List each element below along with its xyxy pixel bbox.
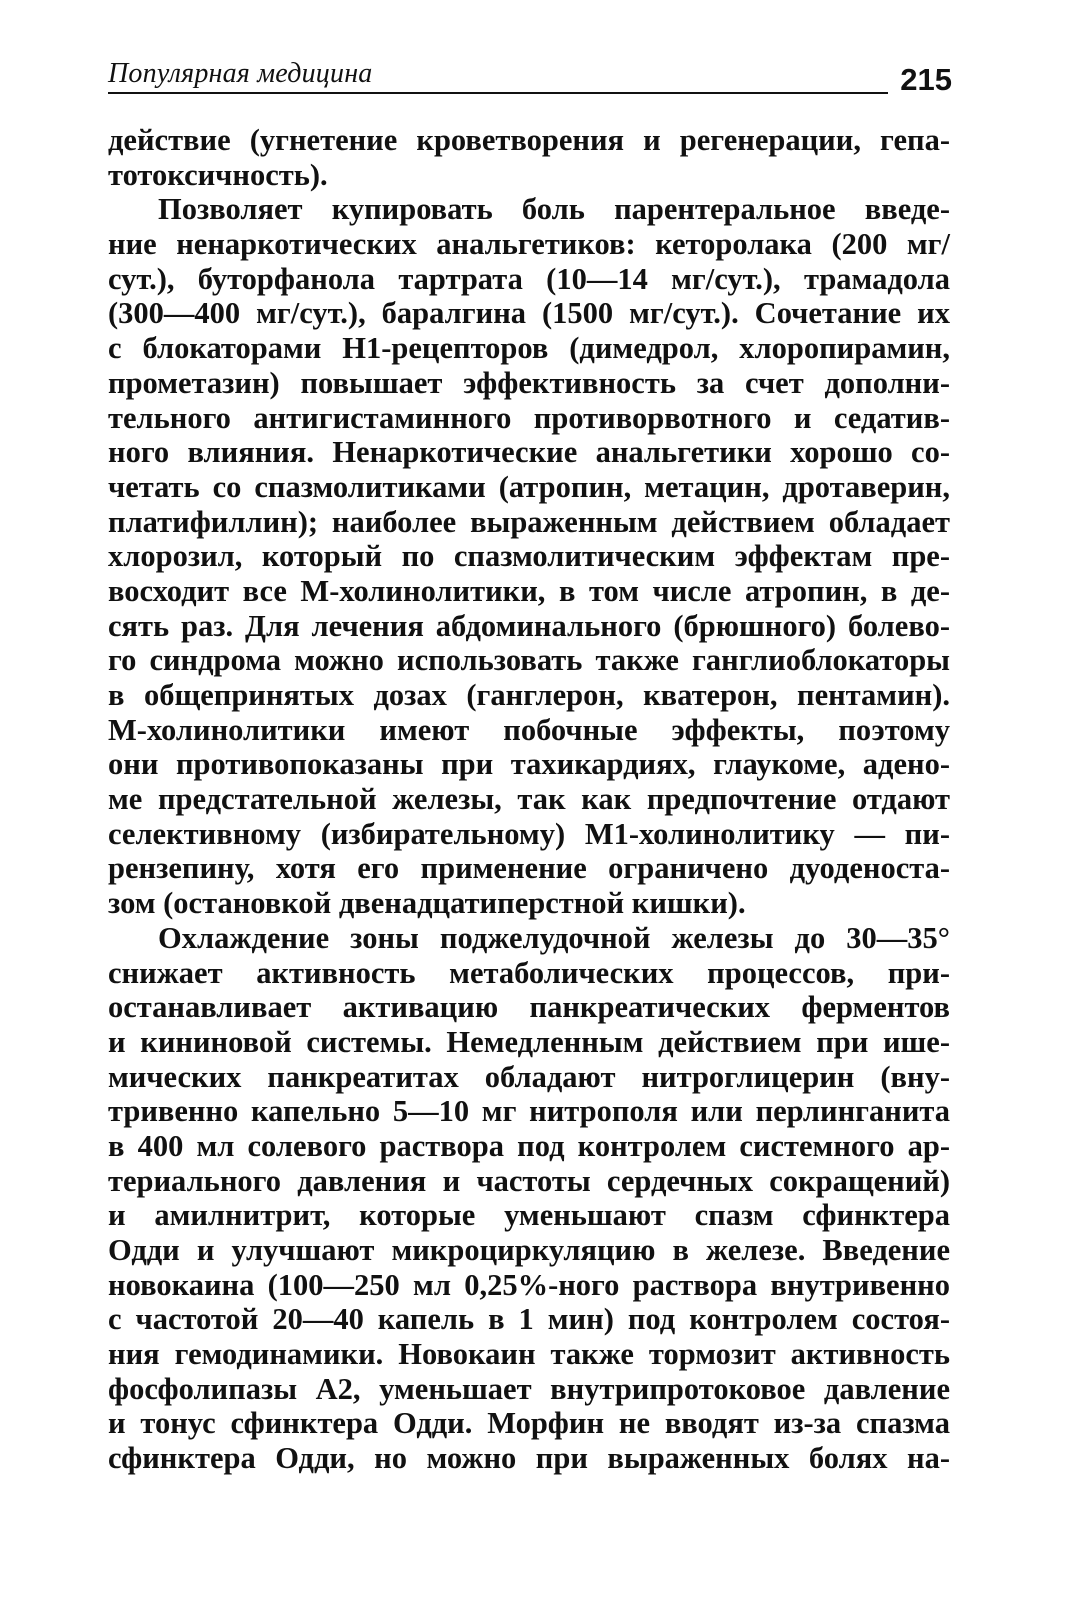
text-line: мических панкреатитах обладают нитроглицерин (вну-	[108, 1059, 950, 1094]
text-line: ме предстательной железы, так как предпочтение отдают	[108, 782, 950, 817]
text-line: сут.), буторфанола тартрата (10—14 мг/сут.), трамадола	[108, 261, 950, 296]
header-rule	[108, 92, 888, 94]
text-line: и тонус сфинктера Одди. Морфин не вводят из-за спазма	[108, 1406, 950, 1441]
text-line: тривенно капельно 5—10 мг нитрополя или перлинганита	[108, 1094, 950, 1129]
paragraph-first-line: Охлаждение зоны поджелудочной железы до 30—35°	[158, 920, 950, 955]
text-line: останавливает активацию панкреатических ферментов	[108, 990, 950, 1025]
text-line: териального давления и частоты сердечных сокращений)	[108, 1163, 950, 1198]
text-line: восходит все М-холинолитики, в том числе атропин, в де-	[108, 573, 950, 608]
text-line: селективному (избирательному) М1-холинолитику — пи-	[108, 816, 950, 851]
text-line: снижает активность метаболических процессов, при-	[108, 955, 950, 990]
running-header-title: Популярная медицина	[108, 58, 373, 89]
text-line: сфинктера Одди, но можно при выраженных болях на-	[108, 1441, 950, 1476]
text-line: (300—400 мг/сут.), баралгина (1500 мг/сут.). Сочетание их	[108, 296, 950, 331]
text-line: го синдрома можно использовать также ганглиоблокаторы	[108, 643, 950, 678]
text-line: и амилнитрит, которые уменьшают спазм сфинктера	[108, 1198, 950, 1233]
page-number: 215	[900, 62, 952, 97]
paragraph-first-line: Позволяет купировать боль парентеральное введе-	[158, 192, 950, 227]
text-line: зом (остановкой двенадцатиперстной кишки).	[108, 886, 746, 921]
text-line: хлорозил, который по спазмолитическим эффектам пре-	[108, 539, 950, 574]
text-line: в 400 мл солевого раствора под контролем системного ар-	[108, 1128, 950, 1163]
text-line: в общепринятых дозах (ганглерон, кватерон, пентамин).	[108, 678, 950, 712]
text-line: фосфолипазы А2, уменьшает внутрипротоковое давление	[108, 1371, 950, 1406]
text-line: четать со спазмолитиками (атропин, метацин, дротаверин,	[108, 469, 950, 504]
text-line: рензепину, хотя его применение ограничено дуоденоста-	[108, 851, 950, 886]
running-header	[108, 56, 960, 100]
text-line: и кининовой системы. Немедленным действием при ише-	[108, 1024, 950, 1059]
text-line: ного влияния. Ненаркотические анальгетики хорошо со-	[108, 435, 950, 470]
text-line: ние ненаркотических анальгетиков: кеторолака (200 мг/	[108, 227, 950, 262]
text-line: М-холинолитики имеют побочные эффекты, поэтому	[108, 712, 950, 747]
text-line: платифиллин); наиболее выраженным действием обладает	[108, 504, 950, 539]
text-line: тельного антигистаминного противорвотного и седатив-	[108, 400, 950, 435]
text-line: действие (угнетение кроветворения и регенерации, гепа-	[108, 123, 950, 157]
text-line: ния гемодинамики. Новокаин также тормозит активность	[108, 1337, 950, 1372]
text-line: прометазин) повышает эффективность за счет дополни-	[108, 365, 950, 400]
text-line: с частотой 20—40 капель в 1 мин) под контролем состоя-	[108, 1302, 950, 1337]
text-line: Одди и улучшают микроциркуляцию в железе. Введение	[108, 1233, 950, 1267]
text-line: сять раз. Для лечения абдоминального (брюшного) болево-	[108, 608, 950, 643]
text-line: они противопоказаны при тахикардиях, глаукоме, адено-	[108, 747, 950, 782]
body-text	[108, 123, 950, 1476]
text-line: новокаина (100—250 мл 0,25%-ного раствора внутривенно	[108, 1267, 950, 1302]
text-line: с блокаторами Н1-рецепторов (димедрол, хлоропирамин,	[108, 331, 950, 366]
text-line: тотоксичность).	[108, 157, 328, 192]
